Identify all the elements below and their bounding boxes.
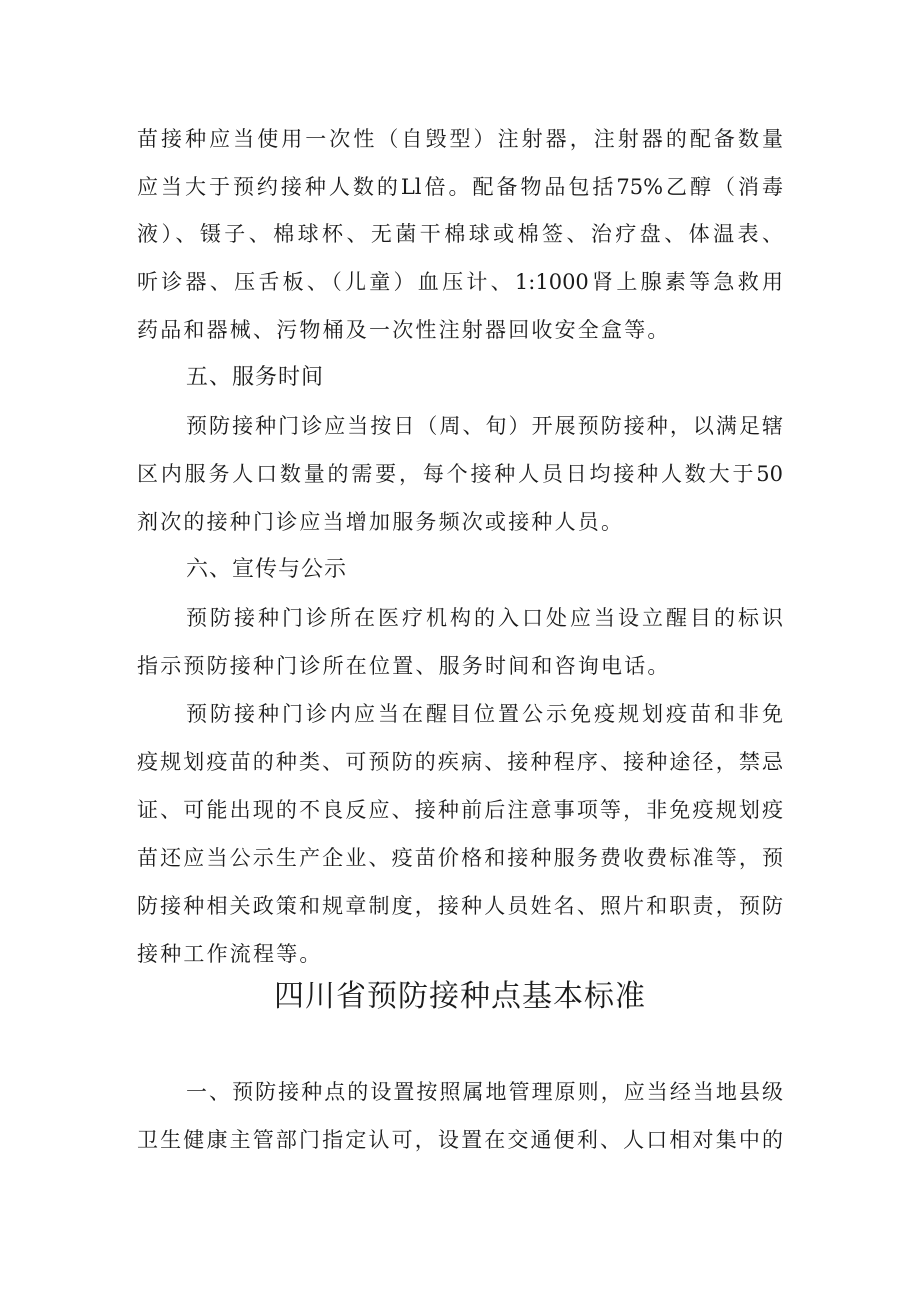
body-line: 液）、镊子、棉球杯、无菌干棉球或棉签、治疗盘、体温表、 — [137, 222, 783, 246]
page-title: 四川省预防接种点基本标准 — [274, 979, 646, 1014]
body-line: 剂次的接种门诊应当增加服务频次或接种人员。 — [137, 510, 625, 534]
section-heading: 五、服务时间 — [186, 365, 325, 390]
body-line: 防接种相关政策和规章制度，接种人员姓名、照片和职责，预防 — [137, 894, 783, 918]
body-line: 苗接种应当使用一次性（自毁型）注射器，注射器的配备数量 — [137, 127, 783, 151]
section-heading: 六、宣传与公示 — [186, 557, 348, 582]
body-line: 区内服务人口数量的需要，每个接种人员日均接种人数大于50 — [137, 462, 783, 486]
body-line: 听诊器、压舌板、（儿童）血压计、1:1000肾上腺素等急救用 — [137, 270, 783, 294]
body-line: 预防接种门诊所在医疗机构的入口处应当设立醒目的标识 — [186, 606, 783, 630]
body-line: 苗还应当公示生产企业、疫苗价格和接种服务费收费标准等，预 — [137, 846, 783, 870]
body-line: 一、预防接种点的设置按照属地管理原则，应当经当地县级 — [186, 1080, 783, 1104]
body-line: 预防接种门诊内应当在醒目位置公示免疫规划疫苗和非免 — [186, 702, 783, 726]
body-line: 疫规划疫苗的种类、可预防的疾病、接种程序、接种途径，禁忌 — [137, 750, 783, 774]
body-line: 卫生健康主管部门指定认可，设置在交通便利、人口相对集中的 — [137, 1128, 783, 1152]
body-line: 预防接种门诊应当按日（周、旬）开展预防接种，以满足辖 — [186, 414, 783, 438]
body-line: 证、可能出现的不良反应、接种前后注意事项等，非免疫规划疫 — [137, 798, 783, 822]
body-line: 应当大于预约接种人数的Ll倍。配备物品包括75%乙醇（消毒 — [137, 175, 783, 199]
body-line: 药品和器械、污物桶及一次性注射器回收安全盒等。 — [137, 318, 671, 342]
body-line: 接种工作流程等。 — [137, 942, 323, 966]
body-line: 指示预防接种门诊所在位置、服务时间和咨询电话。 — [137, 654, 671, 678]
